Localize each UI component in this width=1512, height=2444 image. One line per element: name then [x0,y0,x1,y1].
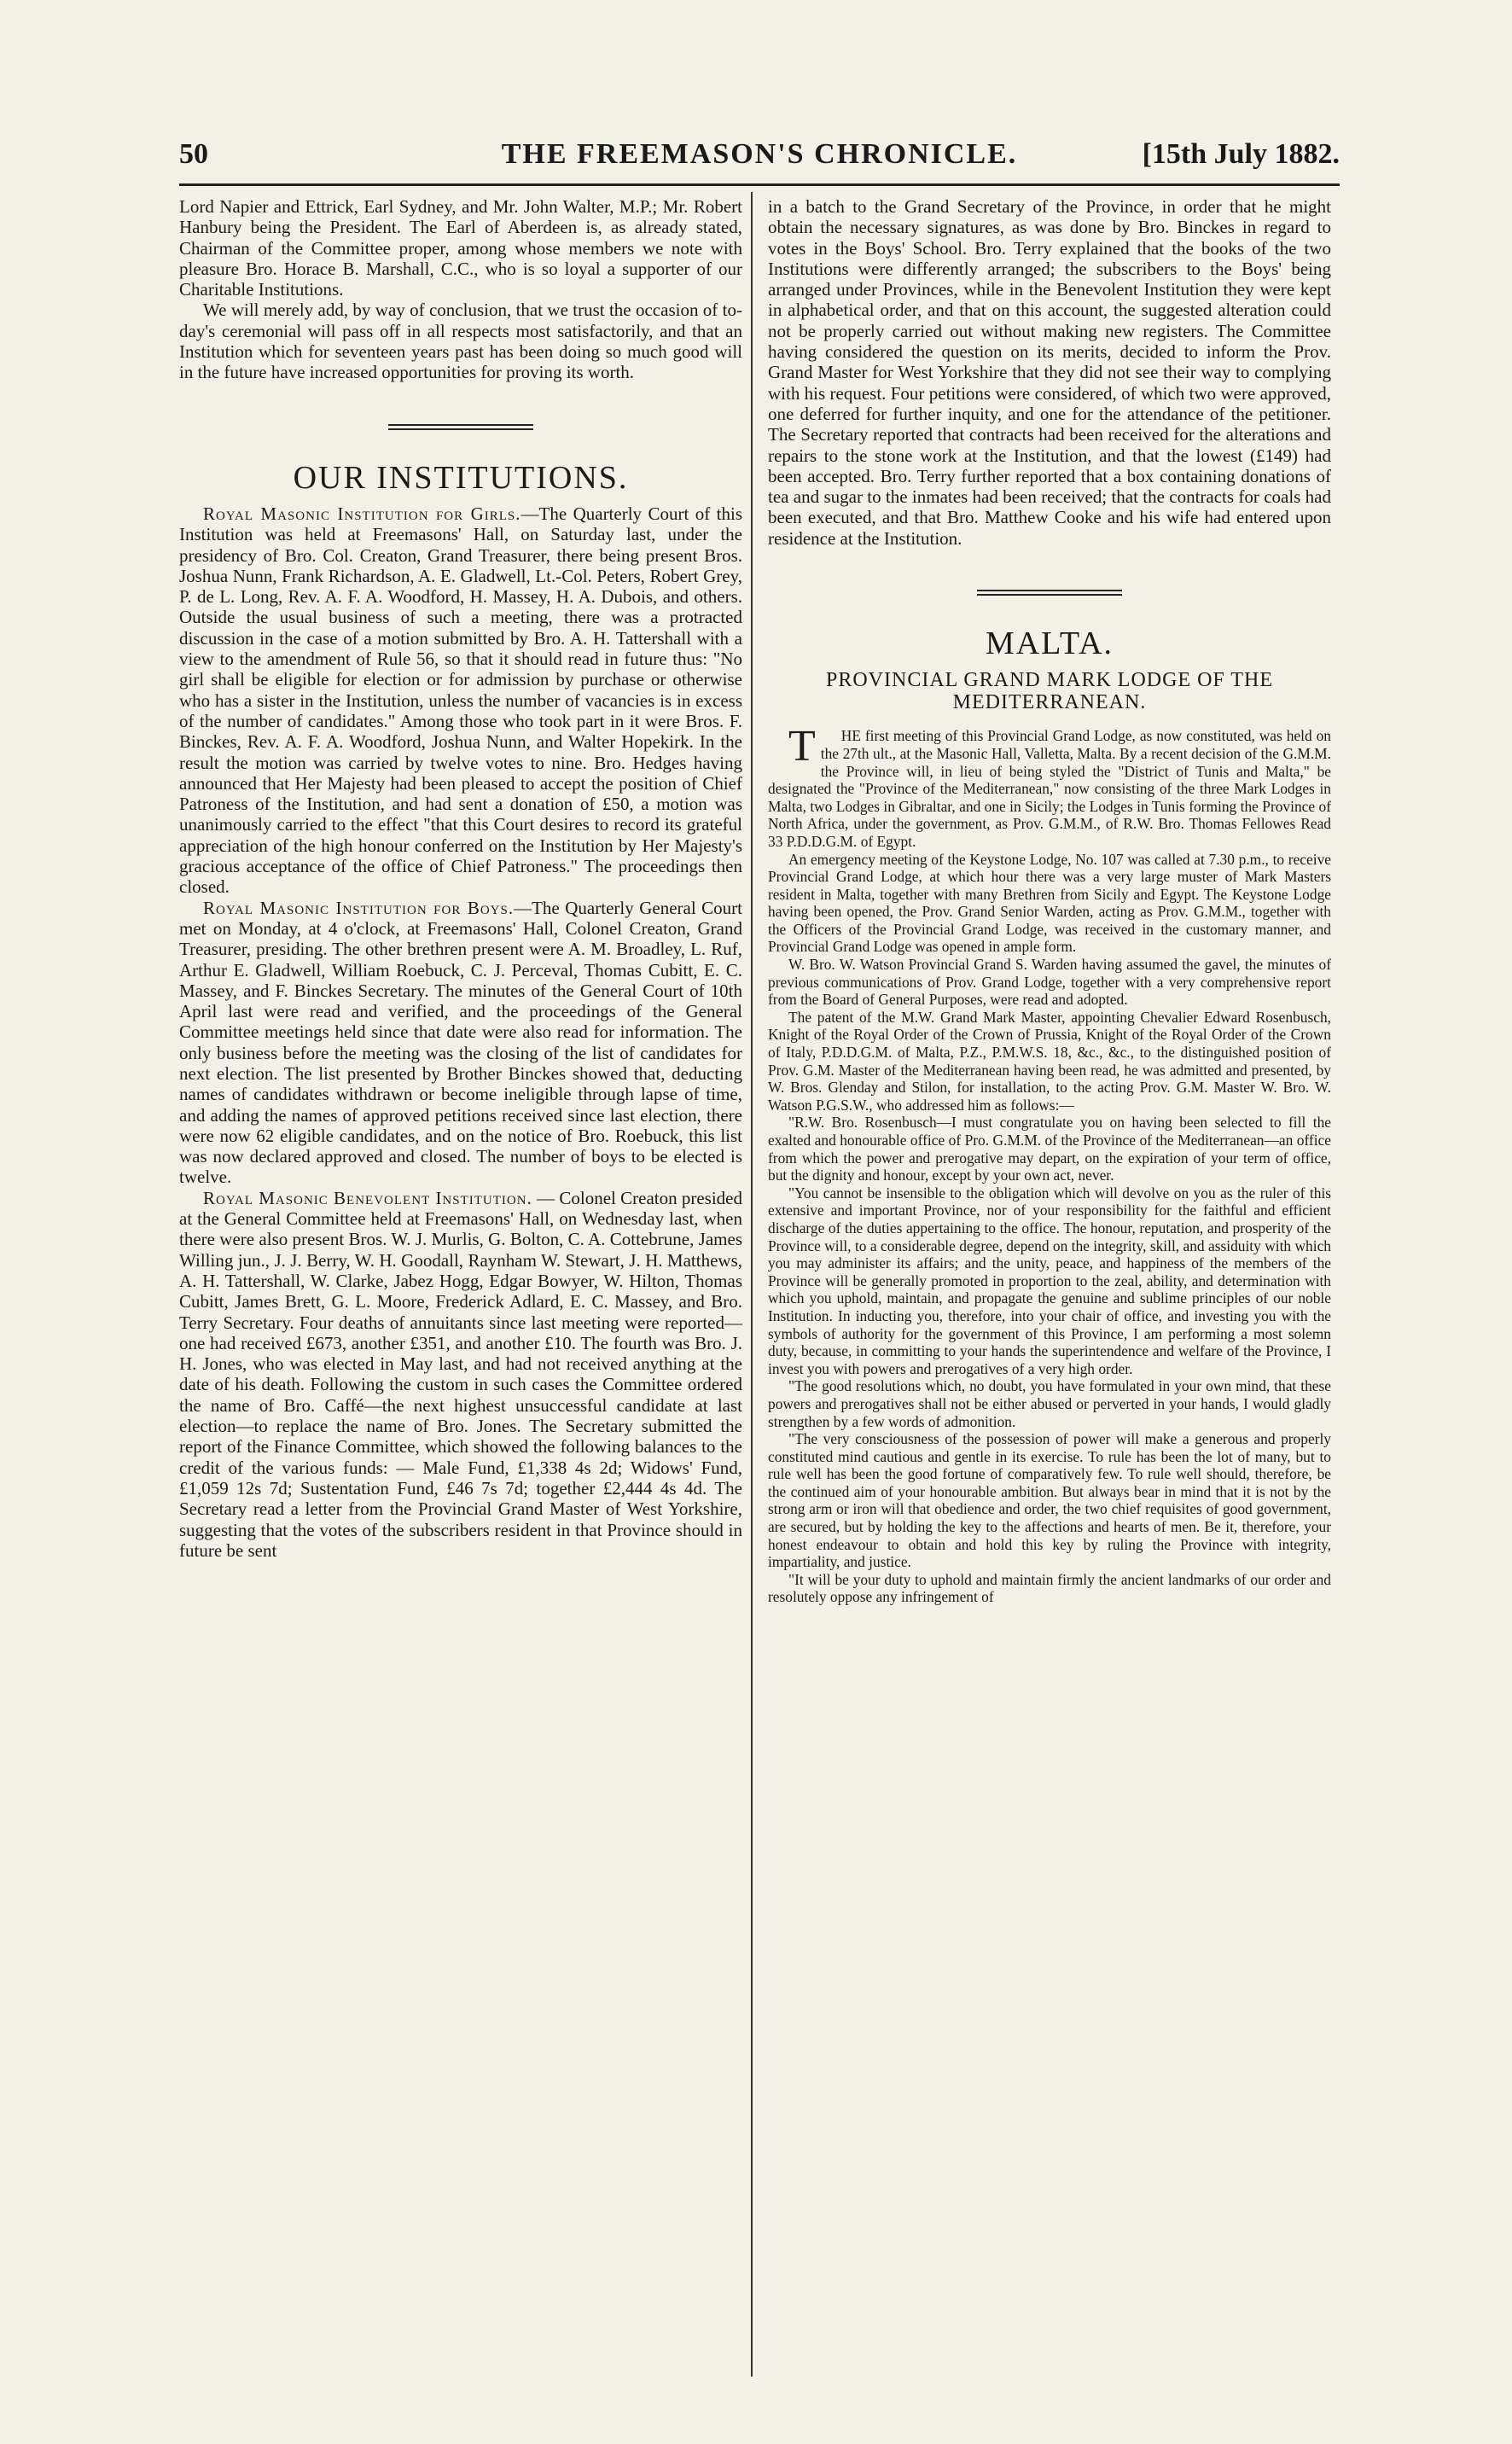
article-boys [179,898,742,1188]
report-paragraph: W. Bro. W. Watson Provincial Grand S. Warden having assumed the gavel, the minutes of previous communications of Prov. Grand Lodge, together with a very comprehensive report from the Board of General Purposes, were read and adopted. [768,956,1331,1009]
section-heading-institutions: OUR INSTITUTIONS. [293,459,629,496]
report-paragraph: "The good resolutions which, no doubt, you have formulated in your own mind, that these powers and prerogatives shall not be either abused or perverted in your hands, I would gladly strengthen by a few words of admonition. [768,1377,1331,1430]
article-text: —The Quarterly General Court met on Monday, at 4 o'clock, at Freemasons' Hall, Colonel Creaton, Grand Treasurer, presiding. The other brethren present were A. M. Broadley, L. Ruf, Arthur E. Gladwell, William Roebuck, C. J. Perceval, Thomas Cubitt, E. C. Massey, and F. Binckes Secretary. The minutes of the General Court of 10th April last were read and verified, and the proceedings of the General Committee meetings held since that date were also read for information. The only business before the meeting was the closing of the list of candidates for next election. The list presented by Brother Binckes showed that, deducting names of candidates withdrawn or become ineligible through lapse of time, and adding the names of approved petitions received since last election, there were now 62 eligible candidates, and on the notice of Bro. Roebuck, this list was now declared approved and closed. The number of boys to be elected is twelve. [179,897,743,1188]
article-lead: Royal Masonic Institution for Boys. [203,897,515,918]
drop-cap: T [788,722,816,771]
malta-report [768,722,1331,1606]
section-heading-malta: MALTA. [985,626,1114,662]
article-girls [179,503,742,898]
report-paragraph: "It will be your duty to uphold and maintain firmly the ancient landmarks of our order and resolutely oppose any infringement of [768,1570,1331,1606]
page-number: 50 [179,138,208,170]
section-separator [977,590,1122,596]
section-subheading: PROVINCIAL GRAND MARK LODGE OF THE MEDITERRANEAN. [825,669,1273,714]
header-rule [179,183,1340,186]
report-paragraph: "You cannot be insensible to the obligation which will devolve on you as the ruler of this extensive and important Province, nor of your responsibility for the faithful and efficient discharge of the duties appertaining to the office. The honour, reputation, and prosperity of the Province will, to a considerable degree, depend on the integrity, skill, and assiduity with which you may administer its affairs; and the unity, peace, and happiness of the members of the Province will be generally promoted in proportion to the zeal, ability, and determination with which you uphold, maintain, and propagate the genuine and sublime principles of our noble Institution. In inducting you, therefore, into your chair of office, and investing you with the symbols of authority for the government of this Province, I am performing a most solemn duty, because, in committing to your hands the superintendence and welfare of the Province, I invest you with powers and prerogatives of a very high order. [768,1184,1331,1377]
report-paragraph: "R.W. Bro. Rosenbusch—I must congratulate you on having been selected to fill the exalted and honourable office of Pro. G.M.M. of the Province of the Mediterranean—an office from which the power and prerogative may depart, on the expiration of your term of office, but the dignity and honour, except by your own act, never. [768,1114,1331,1184]
intro-paragraph: Lord Napier and Ettrick, Earl Sydney, and Mr. John Walter, M.P.; Mr. Robert Hanbury being the President. The Earl of Aberdeen is, as already stated, Chairman of the Committee proper, among whose members we note with pleasure Bro. Horace B. Marshall, C.C., who is so loyal a supporter of our Charitable Institutions. [179,196,742,300]
report-paragraph: The patent of the M.W. Grand Mark Master, appointing Chevalier Edward Rosenbusch, Knight of the Royal Order of the Crown of Prussia, Knight of the Royal Order of the Crown of Italy, P.D.D.G.M. of Malta, P.Z., P.M.W.S. 18, &c., &c., to the distinguished position of Prov. G.M. Master of the Mediterranean having been read, he was admitted and presented, by W. Bros. Glenday and Stilon, for installation, to the acting Prov. G.M. Master W. Bro. W. Watson P.G.S.W., who addressed him as follows:— [768,1008,1331,1114]
article-lead: Royal Masonic Benevolent Institution. [203,1187,532,1208]
article-text: — Colonel Creaton presided at the General Committee held at Freemasons' Hall, on Wednesday last, when there were also present Bros. W. J. Murlis, G. Bolton, C. A. Cottebrune, James Willing jun., J. J. Berry, W. H. Goodall, Raynham W. Stewart, J. H. Matthews, A. H. Tattershall, W. Clarke, Jabez Hogg, Edgar Bowyer, W. Hilton, Thomas Cubitt, James Brett, G. L. Moore, Frederick Adlard, E. C. Massey, and Bro. Terry Secretary. Four deaths of annuitants since last meeting were reported—one had received £673, another £351, and another £10. The fourth was Bro. J. H. Jones, who was elected in May last, and had not received anything at the date of his death. Following the custom in such cases the Committee ordered the name of Bro. Caffé—the next highest unsuccessful candidate at last election—to replace the name of Bro. Jones. The Secretary submitted the report of the Finance Committee, which showed the following balances to the credit of the various funds: — Male Fund, £1,338 4s 2d; Widows' Fund, £1,059 12s 7d; Sustentation Fund, £46 7s 7d; together £2,444 4s 4d. The Secretary read a letter from the Provincial Grand Master of West Yorkshire, suggesting that the votes of the subscribers resident in that Province should in future be sent [179,1187,742,1561]
intro-paragraph: We will merely add, by way of conclusion, that we trust the occasion of to-day's ceremonial will pass off in all respects most satisfactorily, and that an Institution which for seventeen years past has been doing so much good will in the future have increased opportunities for proving its worth. [179,300,742,383]
section-separator [388,424,533,430]
page-header [179,128,1340,179]
report-paragraph: "The very consciousness of the possession of power will make a generous and properly constituted mind cautious and gentle in its exercise. To rule has been the lot of many, but to rule well has been the good fortune of comparatively few. To rule well should, therefore, be the continued aim of your honourable ambition. But always bear in mind that it is not by the strong arm or iron will that obedience and order, the two chief requisites of good government, are secured, but by holding the key to the affections and hearts of men. Be it, therefore, your honest endeavour to obtain and hold this key by ruling the Province with integrity, impartiality, and justice. [768,1430,1331,1571]
column-divider [751,192,753,2377]
first-paragraph: T HE first meeting of this Provincial Grand Lodge, as now constituted, was held on the 27th ult., at the Masonic Hall, Valletta, Malta. By a recent decision of the G.M.M. the Province will, in lieu of being styled the "District of Tunis and Malta," be designated the "Province of the Mediterranean," now consisting of the three Mark Lodges in Malta, two Lodges in Gibraltar, and one in Sicily; the Lodges in Tunis forming the Province of North Africa, under the government, as Prov. G.M.M., of R.W. Bro. Thomas Fellowes Read 33 P.D.D.G.M. of Egypt. [768,722,1331,850]
left-column [179,196,742,1561]
report-paragraph: An emergency meeting of the Keystone Lodge, No. 107 was called at 7.30 p.m., to receive Provincial Grand Lodge, at which hour there was a very large muster of Mark Masters resident in Malta, together with many Brethren from Sicily and Egypt. The Keystone Lodge having been opened, the Prov. Grand Senior Warden, acting as Prov. G.M.M., together with the Officers of the Provincial Grand Lodge, was received in the customary manner, and Provincial Grand Lodge was opened in ample form. [768,850,1331,956]
article-text: —The Quarterly Court of this Institution was held at Freemasons' Hall, on Saturday last, under the presidency of Bro. Col. Creaton, Grand Treasurer, there being present Bros. Joshua Nunn, Frank Richardson, A. E. Gladwell, Lt.-Col. Peters, Robert Grey, P. de L. Long, Rev. A. F. A. Woodford, H. Massey, H. A. Dubois, and others. Outside the usual business of such a meeting, there was a protracted discussion in the case of a motion submitted by Bro. A. H. Tattershall with a view to the amendment of Rule 56, so that it should read in future thus: "No girl shall be eligible for election or for admission by purchase or otherwise who has a sister in the Institution, unless the number of vacancies is in excess of the number of candidates." Among those who took part in it were Bros. F. Binckes, Rev. A. F. A. Woodford, Joshua Nunn, and Walter Hopekirk. In the result the motion was carried by twelve votes to nine. Bro. Hedges having announced that Her Majesty had been pleased to accept the position of Chief Patroness of the Institution, and had sent a donation of £50, a motion was unanimously carried to the effect "that this Court desires to record its grateful appreciation of the high honour conferred on the Institution by Her Majesty's gracious acceptance of the office of Chief Patroness." The proceedings then closed. [179,503,743,898]
right-column [768,196,1331,1606]
article-benevolent [179,1188,742,1561]
article-lead: Royal Masonic Institution for Girls. [203,503,521,524]
issue-date: [15th July 1882. [1142,138,1340,170]
publication-title: THE FREEMASON'S CHRONICLE. [501,138,1018,170]
continued-paragraph: in a batch to the Grand Secretary of the Province, in order that he might obtain the necessary signatures, as was done by Bro. Binckes in regard to votes in the Boys' School. Bro. Terry explained that the books of the two Institutions were differently arranged; the subscribers to the Boys' being arranged under Provinces, while in the Benevolent Institution they were kept in alphabetical order, and that on this account, the suggested alteration could not be properly carried out without making new registers. The Committee having considered the question on its merits, decided to inform the Prov. Grand Master for West Yorkshire that they did not see their way to complying with his request. Four petitions were considered, of which two were approved, one deferred for further inquity, and one for the attendance of the petitioner. The Secretary reported that contracts had been received for the alterations and repairs to the stone work at the Institution, and that the lowest (£149) had been accepted. Bro. Terry further reported that a box containing donations of tea and sugar to the inmates had been received; that the contracts for coals had been executed, and that Bro. Matthew Cooke and his wife had entered upon residence at the Institution. [768,196,1331,549]
